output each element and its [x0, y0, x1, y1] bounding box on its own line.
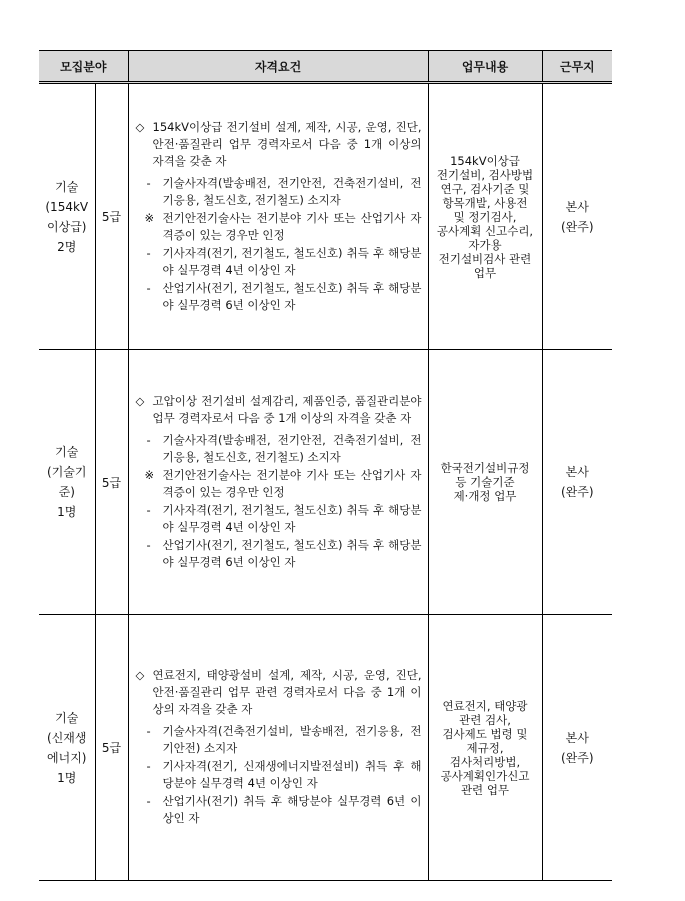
location-line: 본사	[565, 199, 589, 214]
duty-line: 검사처리방법,	[449, 754, 521, 769]
qualification-item	[141, 175, 422, 209]
table-row	[39, 83, 612, 350]
grade-cell: 5급	[95, 615, 128, 881]
field-line: 2명	[57, 239, 77, 254]
qualification-item-text: 기술사자격(발송배전, 전기안전, 건축전기설비, 전기응용, 철도신호, 전기철도) 소지자	[162, 175, 422, 207]
field-line: (기술기준)	[47, 465, 87, 499]
qualification-item-text: 기사자격(전기, 신재생에너지발전설비) 취득 후 해당분야 실무경력 4년 이상인 자	[162, 759, 422, 790]
qualification-cell	[128, 350, 428, 615]
duty-line: 등 기술기준	[455, 475, 515, 489]
qualification-item	[141, 793, 422, 827]
diamond-icon: ◇	[135, 119, 145, 134]
duty-line: 연료전지, 태양광	[442, 698, 528, 713]
field-line: 1명	[57, 505, 77, 519]
qualification-item	[141, 502, 422, 536]
qualification-main-text: 고압이상 전기설비 설계감리, 제품인증, 품질관리분야 업무 경력자로서 다음 중 1개 이상의 자격을 갖춘 자	[152, 393, 422, 425]
duty-line: 검사제도 법령 및	[442, 726, 528, 741]
header-location: 근무지	[542, 51, 612, 83]
duty-line: 공사계획 신고수리,	[436, 223, 534, 238]
qualification-main-text: 연료전지, 태양광설비 설계, 제작, 시공, 운영, 진단, 안전·품질관리 업무 관련 경력자로서 다음 중 1개 이상의 자격을 갖춘 자	[152, 668, 422, 716]
duty-line: 자가용	[468, 237, 502, 252]
recruitment-table	[39, 50, 612, 881]
field-cell	[39, 83, 95, 350]
duty-line: 관련 업무	[460, 782, 510, 797]
field-line: 이상급)	[47, 219, 87, 234]
duty-line: 한국전기설비규정	[440, 461, 530, 475]
field-line: 1명	[57, 770, 77, 785]
qualification-item	[141, 432, 422, 466]
dash-icon: -	[146, 245, 151, 260]
location-line: (완주)	[560, 485, 594, 499]
field-line: 에너지)	[47, 750, 87, 765]
qualification-item-text: 기사자격(전기, 전기철도, 철도신호) 취득 후 해당분야 실무경력 4년 이상인 자	[162, 245, 422, 277]
qualification-item-text: 전기안전기술사는 전기분야 기사 또는 산업기사 자격증이 있는 경우만 인정	[162, 210, 422, 242]
dash-icon: -	[146, 432, 151, 447]
qualification-item	[141, 280, 422, 314]
field-line: 기술	[55, 179, 79, 194]
duty-line: 업무	[473, 265, 497, 280]
qualification-main	[135, 667, 422, 718]
field-line: (신재생	[47, 730, 87, 745]
reference-mark-icon: ※	[144, 210, 155, 225]
table-row	[39, 615, 612, 881]
dash-icon: -	[146, 502, 151, 517]
header-duty: 업무내용	[428, 51, 542, 83]
duty-line: 공사계획인가신고	[440, 768, 530, 783]
qualification-cell	[128, 615, 428, 881]
duty-line: 154kV이상급	[450, 153, 520, 168]
reference-mark-icon: ※	[144, 467, 155, 482]
dash-icon: -	[146, 280, 151, 295]
qualification-cell	[128, 83, 428, 350]
qualification-item-text: 산업기사(전기, 전기철도, 철도신호) 취득 후 해당분야 실무경력 6년 이상인 자	[162, 280, 422, 312]
field-line: (154kV	[45, 199, 89, 214]
qualification-item-text: 기사자격(전기, 전기철도, 철도신호) 취득 후 해당분야 실무경력 4년 이상인 자	[162, 502, 422, 534]
field-cell	[39, 350, 95, 615]
header-field: 모집분야	[39, 51, 128, 83]
qualification-main-text: 154kV이상급 전기설비 설계, 제작, 시공, 운영, 진단, 안전·품질관리 업무 경력자로서 다음 중 1개 이상의 자격을 갖춘 자	[152, 119, 422, 168]
qualification-item	[141, 758, 422, 792]
dash-icon: -	[146, 175, 151, 190]
field-cell	[39, 615, 95, 881]
duty-line: 연구, 검사기준 및	[440, 181, 530, 196]
field-line: 기술	[55, 445, 79, 459]
duty-cell	[428, 83, 542, 350]
duty-line: 전기설비검사 관련	[438, 251, 532, 266]
qualification-note	[141, 210, 422, 244]
dash-icon: -	[146, 537, 151, 552]
diamond-icon: ◇	[135, 393, 145, 408]
duty-line: 전기설비, 검사방법	[436, 167, 534, 182]
qualification-item-text: 기술사자격(발송배전, 전기안전, 건축전기설비, 전기응용, 철도신호, 전기철도) 소지자	[162, 432, 422, 464]
qualification-item-text: 산업기사(전기) 취득 후 해당분야 실무경력 6년 이상인 자	[162, 794, 422, 825]
duty-line: 항목개발, 사용전	[442, 195, 528, 210]
dash-icon: -	[146, 724, 151, 738]
table-header-row	[39, 51, 612, 83]
duty-line: 제·개정 업무	[453, 489, 517, 503]
location-cell	[542, 615, 612, 881]
duty-line: 관련 검사,	[459, 712, 511, 727]
qualification-main	[135, 119, 422, 170]
duty-cell	[428, 350, 542, 615]
location-line: 본사	[565, 465, 589, 479]
qualification-main	[135, 393, 422, 427]
diamond-icon: ◇	[135, 668, 145, 682]
location-line: (완주)	[560, 750, 594, 765]
qualification-item-text: 기술사자격(건축전기설비, 발송배전, 전기응용, 전기안전) 소지자	[162, 724, 422, 755]
dash-icon: -	[146, 794, 151, 808]
location-line: (완주)	[560, 219, 594, 234]
qualification-item	[141, 245, 422, 279]
grade-cell: 5급	[95, 83, 128, 350]
field-line: 기술	[55, 710, 79, 725]
header-qualification: 자격요건	[128, 51, 428, 83]
location-cell	[542, 350, 612, 615]
grade-cell: 5급	[95, 350, 128, 615]
qualification-item	[141, 537, 422, 571]
duty-line: 및 정기검사,	[453, 209, 517, 224]
duty-cell	[428, 615, 542, 881]
table-row	[39, 350, 612, 615]
qualification-note	[141, 467, 422, 501]
qualification-item	[141, 723, 422, 757]
qualification-item-text: 전기안전기술사는 전기분야 기사 또는 산업기사 자격증이 있는 경우만 인정	[162, 467, 422, 499]
qualification-item-text: 산업기사(전기, 전기철도, 철도신호) 취득 후 해당분야 실무경력 6년 이상인 자	[162, 537, 422, 569]
dash-icon: -	[146, 759, 151, 773]
location-cell	[542, 83, 612, 350]
duty-line: 제규정,	[466, 740, 504, 755]
location-line: 본사	[565, 730, 589, 745]
